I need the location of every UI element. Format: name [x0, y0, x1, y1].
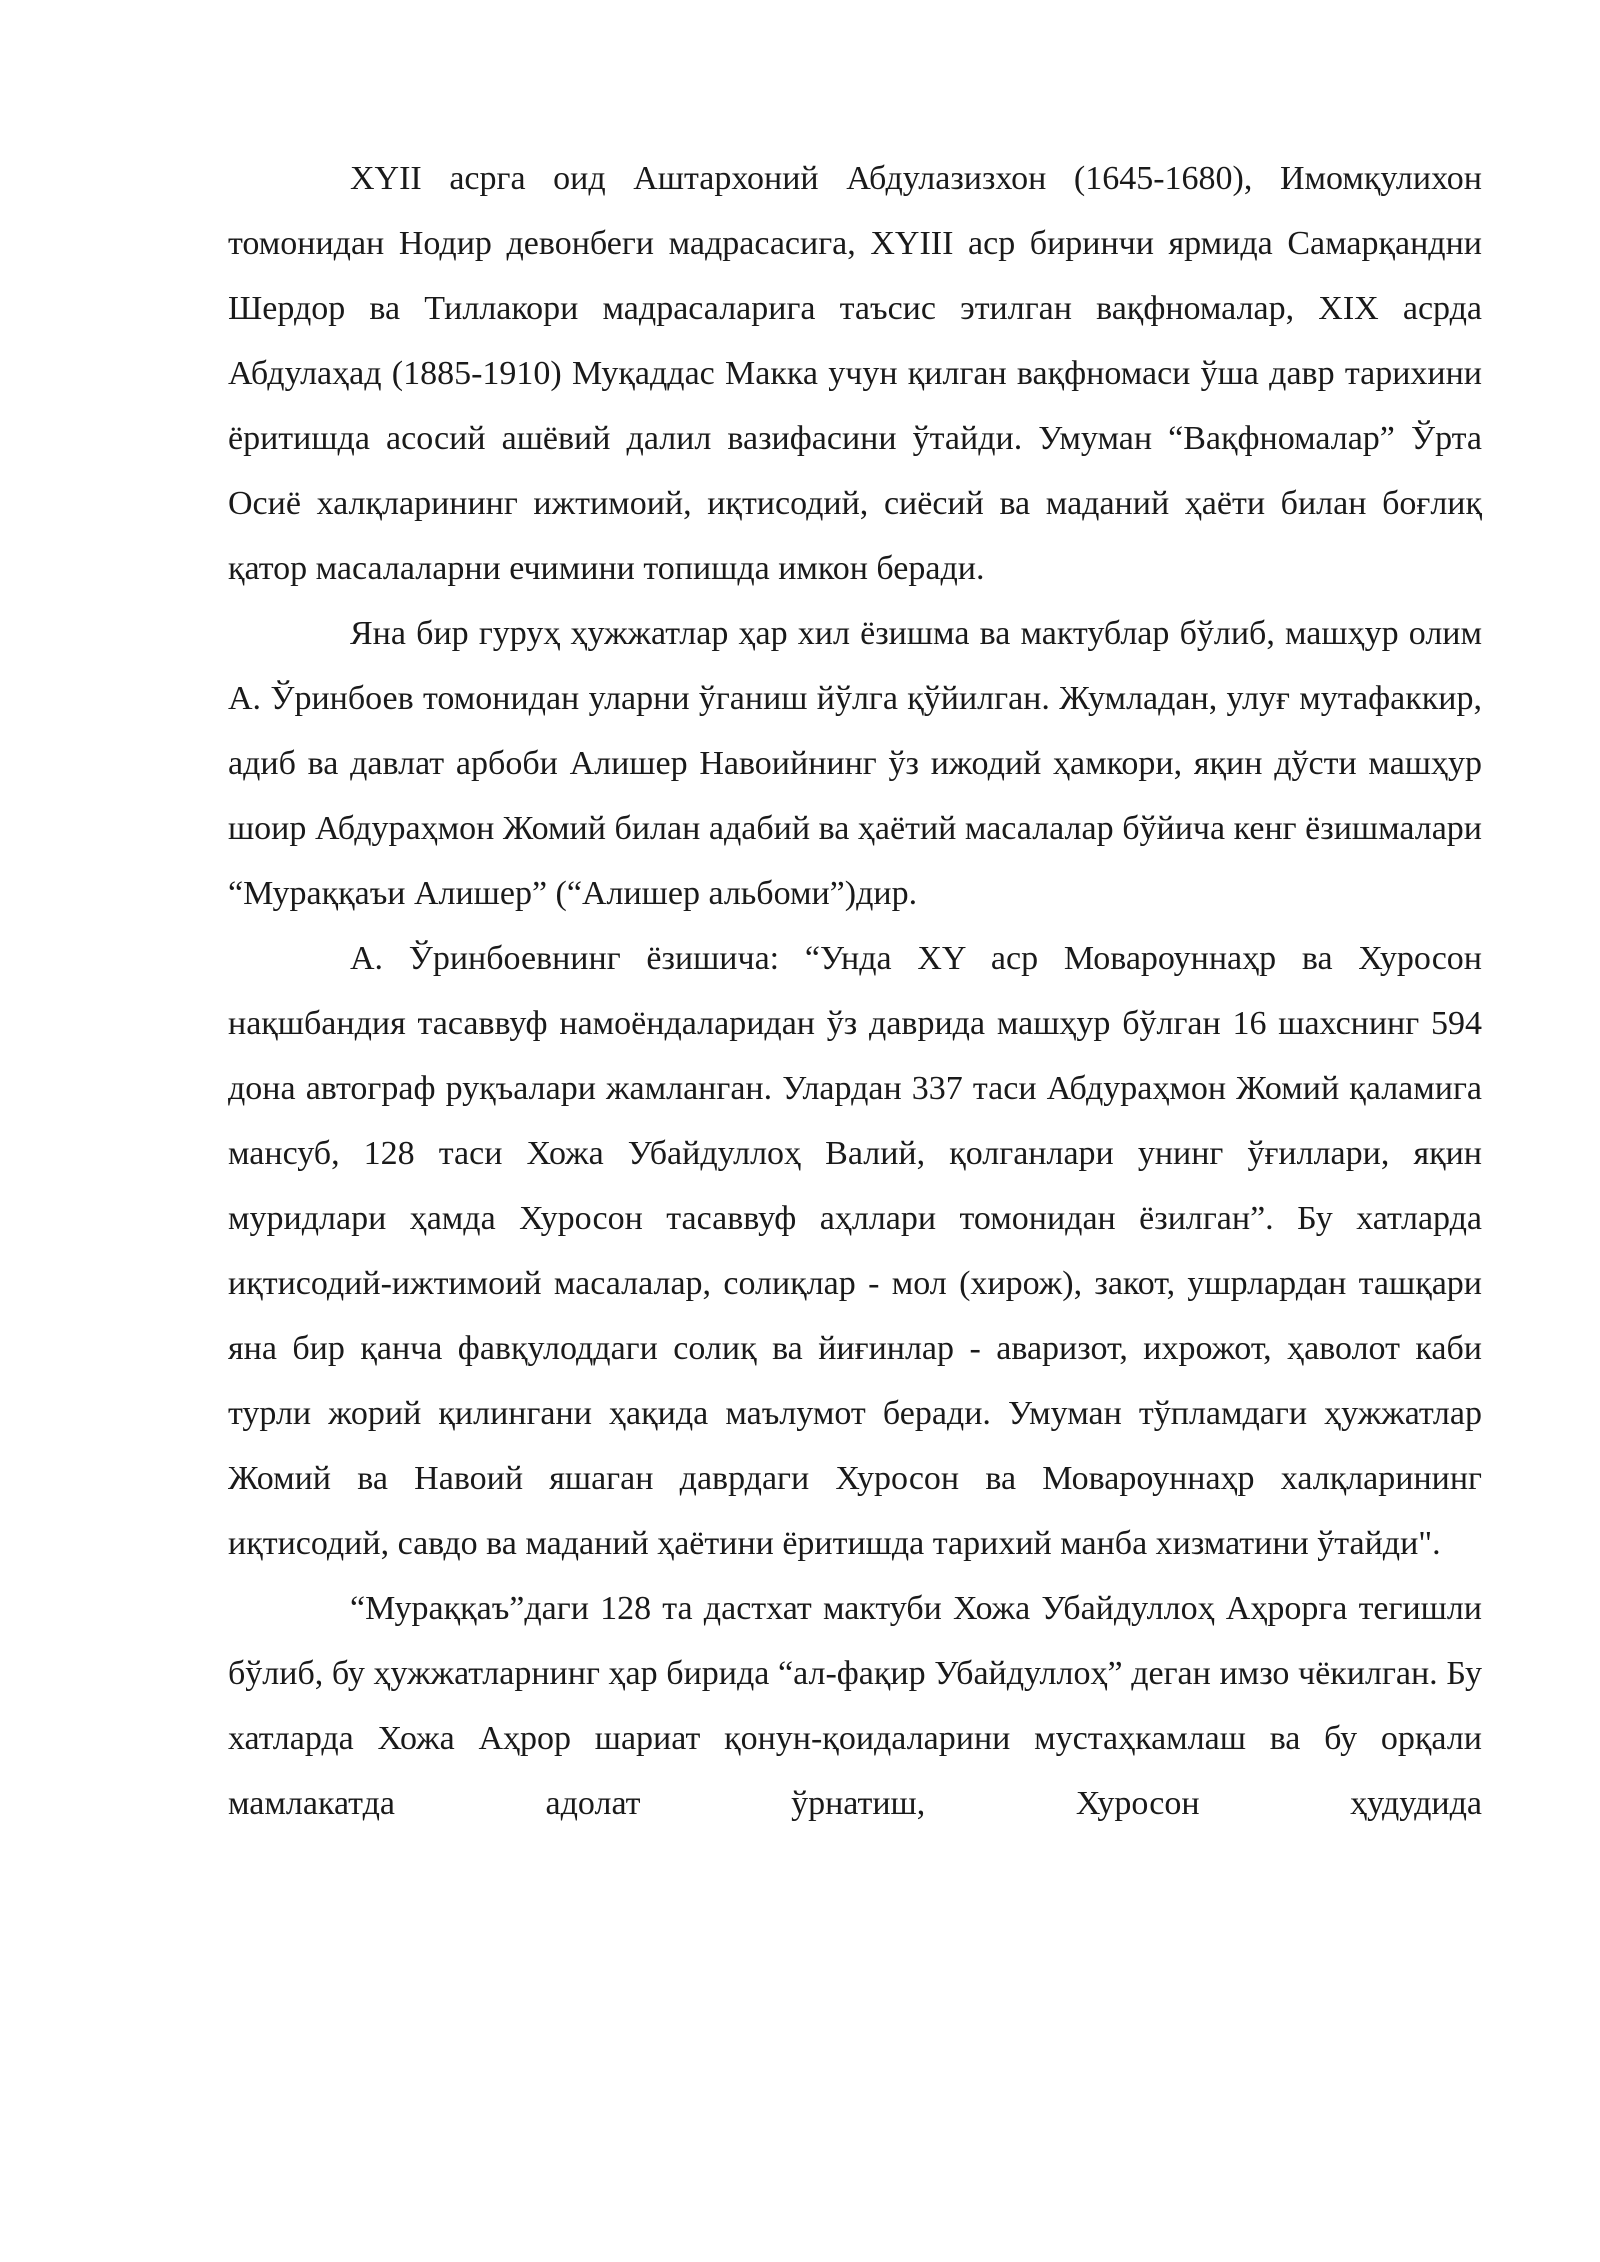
document-body — [228, 146, 1482, 1836]
paragraph-4: “Мураққаъ”даги 128 та дастхат мактуби Хожа Убайдуллоҳ Аҳрорга тегишли бўлиб, бу ҳужжатларнинг ҳар бирида “ал-фақир Убайдуллоҳ” деган имзо чёкилган. Бу хатларда Хожа Аҳрор шариат қонун-қоидаларини мустаҳкамлаш ва бу орқали мамлакатда адолат ўрнатиш, Хуросон ҳудудида — [228, 1590, 1482, 1822]
paragraph-1: XYII асрга оид Аштархоний Абдулазизхон (1645-1680), Имомқулихон томонидан Нодир девонбеги мадрасасига, XYIII аср биринчи ярмида Самарқандни Шердор ва Тиллакори мадрасаларига таъсис этилган вақфномалар, XIX асрда Абдулаҳад (1885-1910) Муқаддас Макка учун қилган вақфномаси ўша давр тарихини ёритишда асосий ашёвий далил вазифасини ўтайди. Умуман “Вақфномалар” Ўрта Осиё халқларининг ижтимоий, иқтисодий, сиёсий ва маданий ҳаёти билан боғлиқ қатор масалаларни ечимини топишда имкон беради. — [228, 160, 1482, 587]
paragraph-3: А. Ўринбоевнинг ёзишича: “Унда XY аср Мовароуннаҳр ва Хуросон нақшбандия тасаввуф намоёндаларидан ўз даврида машҳур бўлган 16 шахснинг 594 дона автограф руқъалари жамланган. Улардан 337 таси Абдураҳмон Жомий қаламига мансуб, 128 таси Хожа Убайдуллоҳ Валий, қолганлари унинг ўғиллари, яқин муридлари ҳамда Хуросон тасаввуф аҳллари томонидан ёзилган”. Бу хатларда иқтисодий-ижтимоий масалалар, солиқлар - мол (хирож), закот, ушрлардан ташқари яна бир қанча фавқулоддаги солиқ ва йиғинлар - аваризот, ихрожот, ҳаволот каби турли жорий қилингани ҳақида маълумот беради. Умуман тўпламдаги ҳужжатлар Жомий ва Навоий яшаган даврдаги Хуросон ва Мовароуннаҳр халқларининг иқтисодий, савдо ва маданий ҳаётини ёритишда тарихий манба хизматини ўтайди". — [228, 940, 1482, 1562]
paragraph-2: Яна бир гуруҳ ҳужжатлар ҳар хил ёзишма ва мактублар бўлиб, машҳур олим А. Ўринбоев томонидан уларни ўганиш йўлга қўйилган. Жумладан, улуғ мутафаккир, адиб ва давлат арбоби Алишер Навоийнинг ўз ижодий ҳамкори, яқин дўсти машҳур шоир Абдураҳмон Жомий билан адабий ва ҳаётий масалалар бўйича кенг ёзишмалари “Мураққаъи Алишер” (“Алишер альбоми”)дир. — [228, 615, 1482, 912]
